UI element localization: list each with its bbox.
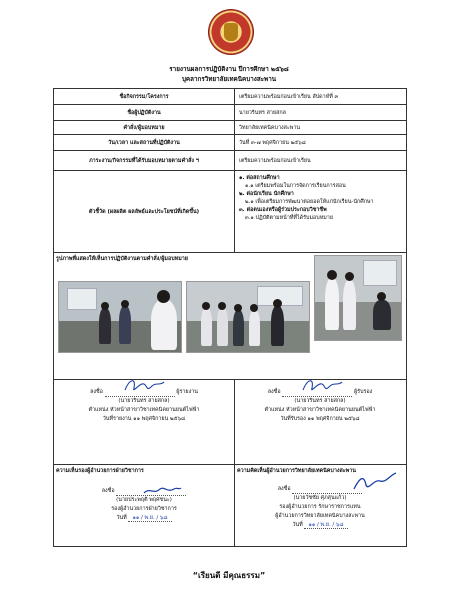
deputy-heading: ความเห็นรองผู้อำนวยการฝ่ายวิชาการ	[56, 468, 144, 474]
date-place-label: วัน/เวลา และสถานที่ปฏิบัติงาน	[108, 139, 180, 146]
director-position-2: ผู้อำนวยการวิทยาลัยเทคนิคบางสะพาน	[275, 513, 365, 519]
certifier-name: (นายวรินทร สายสกล)	[294, 398, 346, 404]
motto-footer: “เรียนดี มีคุณธรรม”	[192, 571, 266, 580]
director-name: (นายวัชชัย ศุภสุนแก้ว)	[293, 495, 347, 501]
reporter-sign-prefix: ลงชื่อ	[90, 389, 103, 395]
activity-label: ชื่อกิจกรรม/โครงการ	[119, 93, 169, 100]
director-date-prefix: วันที่	[292, 522, 303, 528]
activity-photo-2	[186, 281, 310, 353]
indicators-list	[234, 171, 406, 252]
indicator-heading: ๒. ต่อนักเรียน นักศึกษา	[239, 191, 294, 197]
indicator-item: ๓.๑ ปฏิบัติตามหน้าที่ที่ได้รับมอบหมาย	[245, 215, 333, 221]
row-order	[54, 121, 406, 135]
reporter-position: ตำแหน่ง หัวหน้าสาขาวิชาเทคนิคยานยนต์ไฟฟ้า	[88, 407, 200, 413]
deputy-name: (นายประพฤติ พฤศชนะ)	[116, 497, 172, 503]
certifier-date: วันที่รับรอง ๑๑ พฤศจิกายน ๒๕๖๘	[280, 416, 360, 422]
director-handwritten-signature	[350, 471, 398, 493]
row-signatures	[54, 379, 406, 465]
indicator-item: ๑.๑ เตรียมพร้อมในการจัดการเรียนการสอน	[245, 183, 346, 189]
order-label: คำสั่ง/ผู้มอบหมาย	[123, 124, 165, 131]
certifier-sign-prefix: ลงชื่อ	[267, 389, 281, 395]
task-label: ภาระงาน/กิจกรรมที่ได้รับมอบหมายตามคำสั่ง ฯ	[89, 157, 199, 164]
worker-label: ชื่อผู้ปฏิบัติงาน	[127, 109, 161, 116]
row-worker	[54, 105, 406, 121]
row-activity	[54, 89, 406, 105]
director-position: รองผู้อำนวยการ รักษาราชการแทน	[279, 504, 361, 510]
reporter-name: (นายวรินทร สายสกล)	[118, 398, 170, 404]
row-date-place	[54, 135, 406, 151]
certifier-handwritten-signature	[300, 376, 344, 396]
photos-title: รูปภาพที่แสดงให้เห็นการปฏิบัติงานตามคำสั่ง/ผู้มอบหมาย	[56, 256, 188, 262]
certifier-position: ตำแหน่ง หัวหน้าสาขาวิชาเทคนิคยานยนต์ไฟฟ้า	[264, 407, 376, 413]
row-task	[54, 151, 406, 171]
director-heading: ความคิดเห็นผู้อำนวยการวิทยาลัยเทคนิคบางสะพาน	[237, 468, 356, 474]
reporter-date: วันที่รายงาน ๑๑ พฤศจิกายน ๒๕๖๘	[102, 416, 186, 422]
worker-value: นายวรินทร สายสกล	[234, 105, 406, 120]
deputy-sign-prefix: ลงชื่อ	[101, 488, 115, 494]
deputy-position: รองผู้อำนวยการฝ่ายวิชาการ	[111, 506, 177, 512]
indicators-label: ตัวชี้วัด (ผลผลิต ผลลัพธ์และประโยชน์ที่เกิดขึ้น)	[88, 208, 200, 215]
reporter-handwritten-signature	[122, 376, 166, 396]
report-table	[53, 88, 407, 547]
indicator-item: ๒.๑ เพื่อเตรียมการพัฒนาต่อยอดให้แก่นักเรียน-นักศึกษา	[245, 199, 374, 205]
activity-photo-3	[314, 255, 402, 341]
row-indicators	[54, 171, 406, 253]
director-date-value: ๑๑ / พ.ย. / ๖๘	[304, 522, 347, 529]
reporter-role: ผู้รายงาน	[176, 389, 198, 395]
certifier-role: ผู้รับรอง	[354, 389, 373, 395]
deputy-date-value: ๑๑ / พ.ย. / ๖๘	[128, 515, 171, 522]
director-sign-prefix: ลงชื่อ	[277, 486, 291, 492]
order-value: วิทยาลัยเทคนิคบางสะพาน	[234, 121, 406, 134]
indicator-heading: ๓. ต่อตนเองหรือผู้ร่วมประกอบวิชาชีพ	[239, 207, 327, 213]
task-value: เตรียมความพร้อมก่อนเข้าเรียน	[234, 151, 406, 170]
indicator-heading: ๑. ต่อสถานศึกษา	[239, 175, 280, 181]
report-title: รายงานผลการปฏิบัติงาน ปีการศึกษา ๒๕๖๘	[169, 66, 289, 73]
row-photos	[54, 253, 406, 393]
row-opinions	[54, 465, 406, 547]
activity-photo-1	[58, 281, 182, 353]
deputy-date-prefix: วันที่	[116, 515, 127, 521]
report-subtitle: บุคลากรวิทยาลัยเทคนิคบางสะพาน	[181, 76, 277, 83]
activity-value: เตรียมความพร้อมก่อนเข้าเรียน สัปดาห์ที่ ๓	[234, 89, 406, 104]
deputy-handwritten-signature	[142, 483, 182, 497]
date-place-value: วันที่ ๓-๗ พฤศจิกายน ๒๕๖๘	[234, 135, 406, 150]
college-seal	[209, 10, 253, 54]
